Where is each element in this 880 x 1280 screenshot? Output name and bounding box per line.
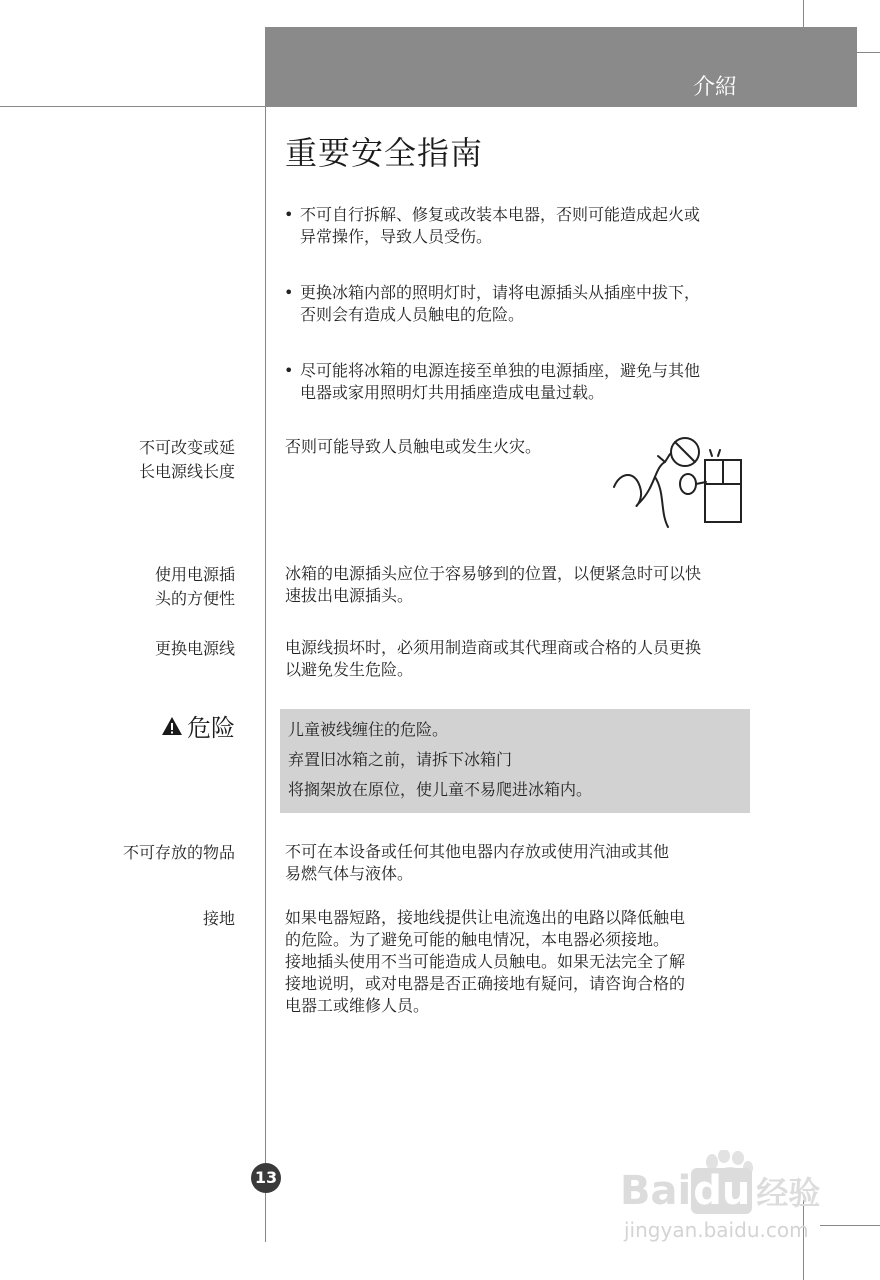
bullet-line: 尽可能将冰箱的电源连接至单独的电源插座，避免与其他: [300, 361, 701, 380]
text-grounding: [285, 907, 775, 1017]
label-extension-cord: [35, 436, 235, 484]
baidu-watermark: [620, 1150, 840, 1250]
page-number: 13: [251, 1163, 281, 1193]
text-line: 不可在本设备或任何其他电器内存放或使用汽油或其他: [285, 842, 670, 861]
text-line: 易燃气体与液体。: [285, 864, 414, 883]
text-line: 的危险。为了避免可能的触电情况，本电器必须接地。: [285, 930, 670, 949]
danger-box: [280, 709, 750, 813]
danger-line: 弃置旧冰箱之前，请拆下冰箱门: [288, 750, 513, 769]
text-line: 接地插头使用不当可能造成人员触电。如果无法完全了解: [285, 952, 686, 971]
label-plug-access: [35, 563, 235, 611]
danger-line: 将搁架放在原位，使儿童不易爬进冰箱内。: [288, 780, 593, 799]
label-replace-cord: 更换电源线: [154, 639, 235, 658]
top-left-rule: [0, 106, 265, 107]
label-grounding: 接地: [202, 909, 235, 928]
bullet-disassembly: [284, 204, 790, 248]
bullet-dot: •: [284, 205, 294, 224]
bullet-dot: •: [284, 283, 294, 302]
text-line: 电源线损坏时，必须用制造商或其代理商或合格的人员更换: [285, 638, 702, 657]
watermark-brand: Bai: [620, 1168, 692, 1214]
bullet-line: 否则会有造成人员触电的危险。: [300, 305, 525, 324]
text-replace-cord: [285, 637, 775, 681]
danger-line: 儿童被线缠住的危险。: [288, 720, 449, 739]
label-line: 长电源线长度: [138, 462, 235, 481]
bullet-dot: •: [284, 361, 294, 380]
label-line: 使用电源插: [154, 565, 235, 584]
watermark-cn: 经验: [756, 1174, 821, 1212]
text-line: 冰箱的电源插头应位于容易够到的位置，以便紧急时可以快: [285, 564, 702, 583]
bullet-line: 更换冰箱内部的照明灯时，请将电源插头从插座中拔下，: [300, 283, 701, 302]
label-line: 头的方便性: [154, 589, 235, 608]
bullet-line: 不可自行拆解、修复或改装本电器，否则可能造成起火或: [300, 205, 701, 224]
bullet-line: 电器或家用照明灯共用插座造成电量过载。: [300, 383, 605, 402]
bullet-line: 异常操作，导致人员受伤。: [300, 227, 493, 246]
watermark-brand2: du: [693, 1168, 751, 1214]
text-extension-cord: 否则可能导致人员触电或发生火灾。: [285, 437, 542, 456]
text-line: 如果电器短路，接地线提供让电流逸出的电路以降低触电: [285, 908, 686, 927]
text-line: 速拔出电源插头。: [285, 586, 414, 605]
label-line: 不可改变或延: [138, 438, 235, 457]
watermark-url: jingyan.baidu.com: [624, 1218, 809, 1242]
text-plug-access: [285, 563, 775, 607]
text-storage: [285, 841, 775, 885]
bullet-lamp: [284, 282, 790, 326]
no-extension-cord-illustration: [610, 432, 760, 532]
label-storage: 不可存放的物品: [122, 843, 235, 862]
text-line: 接地说明，或对电器是否正确接地有疑问，请咨询合格的: [285, 974, 686, 993]
text-line: 电器工或维修人员。: [285, 996, 430, 1015]
text-line: 以避免发生危险。: [285, 660, 414, 679]
left-column-rule: [265, 27, 266, 1242]
section-title: 介紹: [692, 75, 737, 100]
danger-heading: [161, 708, 235, 743]
danger-label-text: 危险: [187, 714, 235, 742]
watermark-logo: [620, 1168, 820, 1214]
warning-icon: [161, 716, 183, 736]
header-bar: [265, 27, 857, 107]
page-title: 重要安全指南: [285, 134, 484, 172]
bullet-outlet: [284, 360, 790, 404]
